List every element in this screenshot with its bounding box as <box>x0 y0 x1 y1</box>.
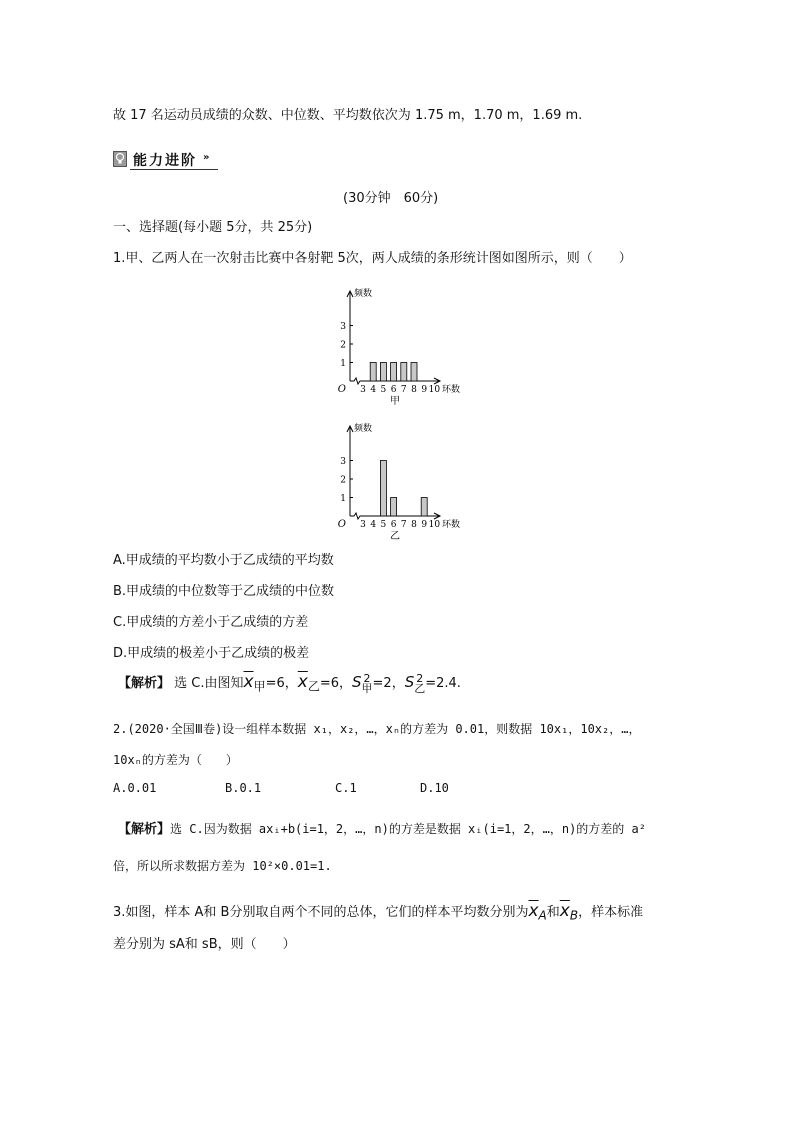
xbar-yi: $\overline{x}$ <box>297 672 308 692</box>
y-tick-label: 3 <box>340 457 346 467</box>
x-tick-label: 9 <box>421 385 428 395</box>
q1-option-b: B.甲成绩的中位数等于乙成绩的中位数 <box>113 584 335 599</box>
sub-a: A <box>538 908 547 923</box>
q2-option-a: A.0.01 <box>113 781 157 795</box>
x-tick-label: 10 <box>428 385 441 395</box>
x-tick-label: 8 <box>411 520 417 530</box>
x-tick-label: 8 <box>411 385 417 395</box>
s-jia-sup: 2 <box>363 671 371 685</box>
bar <box>391 498 397 517</box>
bar <box>380 461 386 517</box>
section-header <box>113 150 218 170</box>
q2-analysis-line2: 倍，所以所求数据方差为 10²×0.01=1. <box>113 859 332 873</box>
var-jia-value: =2， <box>372 676 405 691</box>
x-axis-label: 环数 <box>442 385 461 395</box>
q2-option-c: C.1 <box>335 781 357 795</box>
y-axis-label: 频数 <box>354 424 373 434</box>
bar <box>411 363 417 382</box>
lightbulb-icon <box>113 151 127 167</box>
xbar-b: $\overline{x}$ <box>559 901 570 921</box>
q2-analysis-text: 选 C.因为数据 axᵢ+b(i=1，2，…，n)的方差是数据 xᵢ(i=1，2，…，n)的方差的 a² <box>170 822 646 836</box>
mean-jia-value: =6， <box>265 676 298 691</box>
q3-line2: 差分别为 sA和 sB，则（ ） <box>113 937 296 952</box>
s-yi: S <box>404 673 415 691</box>
q3-line1 <box>113 900 643 927</box>
chart-caption: 甲 <box>390 396 400 407</box>
q1-option-a: A.甲成绩的平均数小于乙成绩的平均数 <box>113 553 334 568</box>
x-tick-label: 7 <box>400 520 407 530</box>
analysis-tag: 【解析】 <box>118 822 171 837</box>
q1-analysis <box>118 672 461 698</box>
q3-text-b: ，样本标准 <box>578 905 644 920</box>
s-yi-scripts <box>414 671 426 695</box>
sub-yi: 乙 <box>307 679 320 694</box>
x-tick-label: 6 <box>390 385 397 395</box>
sub-b: B <box>569 908 579 923</box>
section-title: 能力进阶 <box>133 153 197 169</box>
section-arrow: » <box>203 152 210 163</box>
s-yi-sub: 乙 <box>414 681 426 695</box>
x-tick-label: 10 <box>428 520 441 530</box>
q1-option-c: C.甲成绩的方差小于乙成绩的方差 <box>113 615 309 630</box>
y-tick-label: 2 <box>340 340 346 351</box>
chart-yi <box>330 418 470 543</box>
y-tick-label: 3 <box>340 322 346 332</box>
s-yi-sup: 2 <box>416 671 424 685</box>
x-tick-label: 5 <box>380 385 387 395</box>
x-tick-label: 4 <box>370 385 377 395</box>
q1-option-d: D.甲成绩的极差小于乙成绩的极差 <box>113 646 310 661</box>
mean-yi-value: =6， <box>319 676 352 691</box>
s-jia-sub: 甲 <box>361 681 373 695</box>
s-jia-scripts <box>361 671 373 695</box>
sub-jia: 甲 <box>253 679 266 694</box>
chart-jia <box>330 283 470 408</box>
x-tick-label: 5 <box>380 520 387 530</box>
x-tick-label: 4 <box>370 520 377 530</box>
var-yi-value: =2.4. <box>425 676 461 691</box>
y-tick-label: 1 <box>340 494 346 504</box>
q3-he: 和 <box>546 905 560 920</box>
x-tick-label: 6 <box>390 520 397 530</box>
q1-stem: 1.甲、乙两人在一次射击比赛中各射靶 5次，两人成绩的条形统计图如图所示，则（ ） <box>113 251 632 266</box>
y-tick-label: 1 <box>340 359 346 369</box>
bar <box>401 363 407 382</box>
bar <box>421 498 427 517</box>
origin-label: O <box>337 519 346 530</box>
y-tick-label: 2 <box>340 475 346 486</box>
section-underline <box>130 169 218 170</box>
part-heading: 一、选择题(每小题 5分，共 25分) <box>113 220 313 235</box>
x-tick-label: 3 <box>360 385 366 395</box>
q2-line2: 10xₙ的方差为（ ） <box>113 753 238 767</box>
q2-option-b: B.0.1 <box>225 781 262 795</box>
q3-text-a: 3.如图，样本 A和 B分别取自两个不同的总体，它们的样本平均数分别为 <box>113 905 529 920</box>
xbar-a: $\overline{x}$ <box>528 901 539 921</box>
chart-caption: 乙 <box>390 531 400 542</box>
analysis-tag: 【解析】 <box>118 676 171 691</box>
s-jia: S <box>352 673 362 691</box>
x-axis-label: 环数 <box>442 520 461 530</box>
intro-line: 故 17 名运动员成绩的众数、中位数、平均数依次为 1.75 m，1.70 m，1.69 m. <box>113 108 583 123</box>
bar <box>391 363 397 382</box>
x-tick-label: 3 <box>360 520 366 530</box>
x-tick-label: 7 <box>400 385 407 395</box>
bar <box>380 363 386 382</box>
analysis-text: 选 C.由图知 <box>174 676 244 691</box>
y-axis-label: 频数 <box>354 289 373 299</box>
bar <box>370 363 376 382</box>
origin-label: O <box>337 384 346 395</box>
x-tick-label: 9 <box>421 520 428 530</box>
q2-analysis-line1 <box>118 818 646 837</box>
q2-line1: 2.(2020·全国Ⅲ卷)设一组样本数据 x₁，x₂，…，xₙ的方差为 0.01，则数据 10x₁，10x₂，…， <box>113 722 641 736</box>
xbar-jia: $\overline{x}$ <box>243 672 254 692</box>
q2-option-d: D.10 <box>420 781 449 795</box>
time-info: (30分钟 60分) <box>343 191 439 206</box>
